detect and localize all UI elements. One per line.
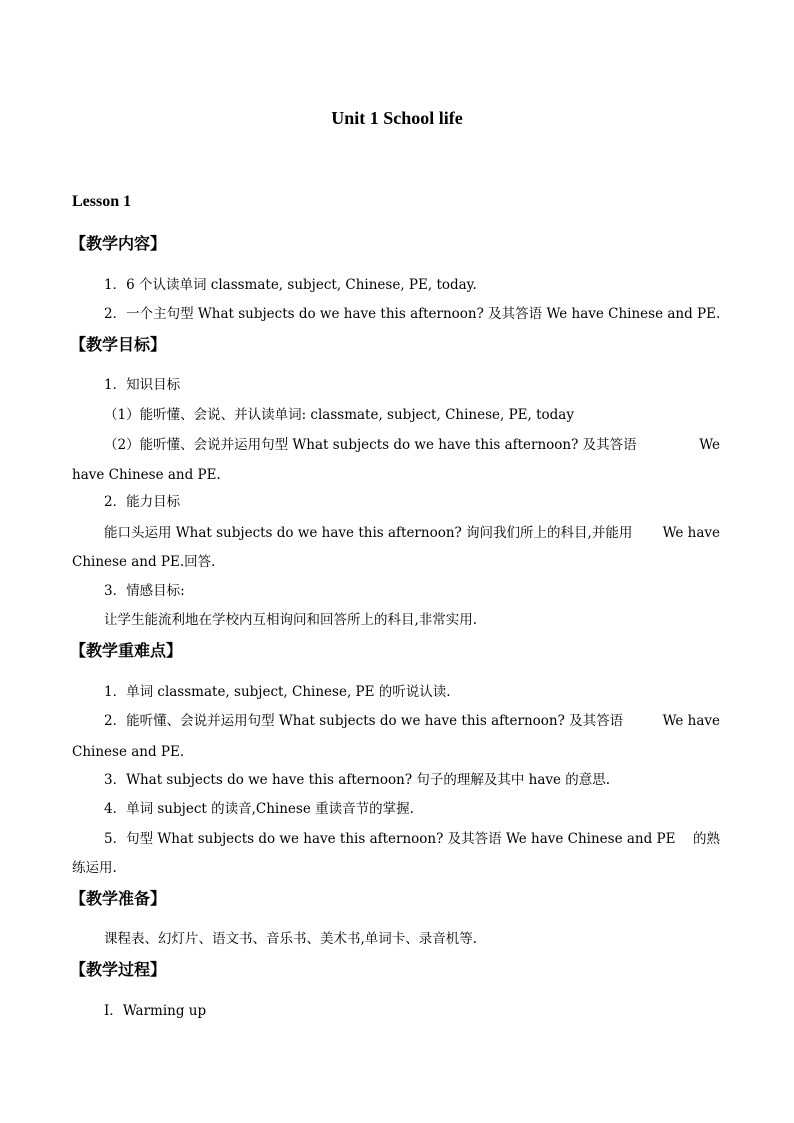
preparation-section-heading: 【教学准备】 [70,889,167,908]
content-section-heading: 【教学内容】 [70,234,167,253]
preparation-item: 课程表、幻灯片、语文书、音乐书、美术书,单词卡、录音机等. [104,931,478,947]
goal-ability-1-tail: We have [662,525,720,541]
key-point-3: 3．What subjects do we have this afternoon? 句子的理解及其中 have 的意思. [104,772,611,788]
goal-ability-1-cont: Chinese and PE.回答. [72,554,216,570]
goal-ability: 2．能力目标 [104,494,181,510]
goal-ability-1-line [104,524,720,542]
goal-emotion: 3．情感目标: [104,583,185,599]
process-section-heading: 【教学过程】 [70,960,167,979]
key-points-section-heading: 【教学重难点】 [70,641,183,660]
key-point-2-cont: Chinese and PE. [72,744,185,760]
goals-section-heading: 【教学目标】 [70,335,167,354]
content-item-1: 1．6 个认读单词 classmate, subject, Chinese, PE, today. [104,277,477,293]
key-point-2-tail: We have [662,713,720,729]
key-point-5-tail: 的熟 [693,831,720,847]
goal-knowledge-2-cont: have Chinese and PE. [72,467,221,483]
key-point-4: 4．单词 subject 的读音,Chinese 重读音节的掌握. [104,801,414,817]
key-point-5-line [104,830,720,848]
key-point-2-line [104,712,720,730]
goal-knowledge-2-tail: We [699,437,720,453]
lesson-heading: Lesson 1 [72,193,132,210]
goal-ability-1-text: 能口头运用 What subjects do we have this afternoon? 询问我们所上的科目,并能用 [104,525,633,541]
key-point-2-text: 2．能听懂、会说并运用句型 What subjects do we have this afternoon? 及其答语 [104,713,624,729]
goal-knowledge-1: （1）能听懂、会说、并认读单词: classmate, subject, Chinese, PE, today [104,407,574,423]
document-title: Unit 1 School life [331,108,463,128]
key-point-5-cont: 练运用. [72,860,117,876]
goal-knowledge: 1．知识目标 [104,377,181,393]
goal-emotion-1: 让学生能流利地在学校内互相询问和回答所上的科目,非常实用. [104,612,478,628]
key-point-1: 1．单词 classmate, subject, Chinese, PE 的听说认读. [104,684,451,700]
goal-knowledge-2-text: （2）能听懂、会说并运用句型 What subjects do we have this afternoon? 及其答语 [104,437,637,453]
content-item-2: 2．一个主句型 What subjects do we have this afternoon? 及其答语 We have Chinese and PE. [104,306,721,322]
process-step-1: Ⅰ．Warming up [104,1003,207,1019]
key-point-5-text: 5．句型 What subjects do we have this afternoon? 及其答语 We have Chinese and PE [104,831,676,847]
goal-knowledge-2-line [104,436,720,454]
